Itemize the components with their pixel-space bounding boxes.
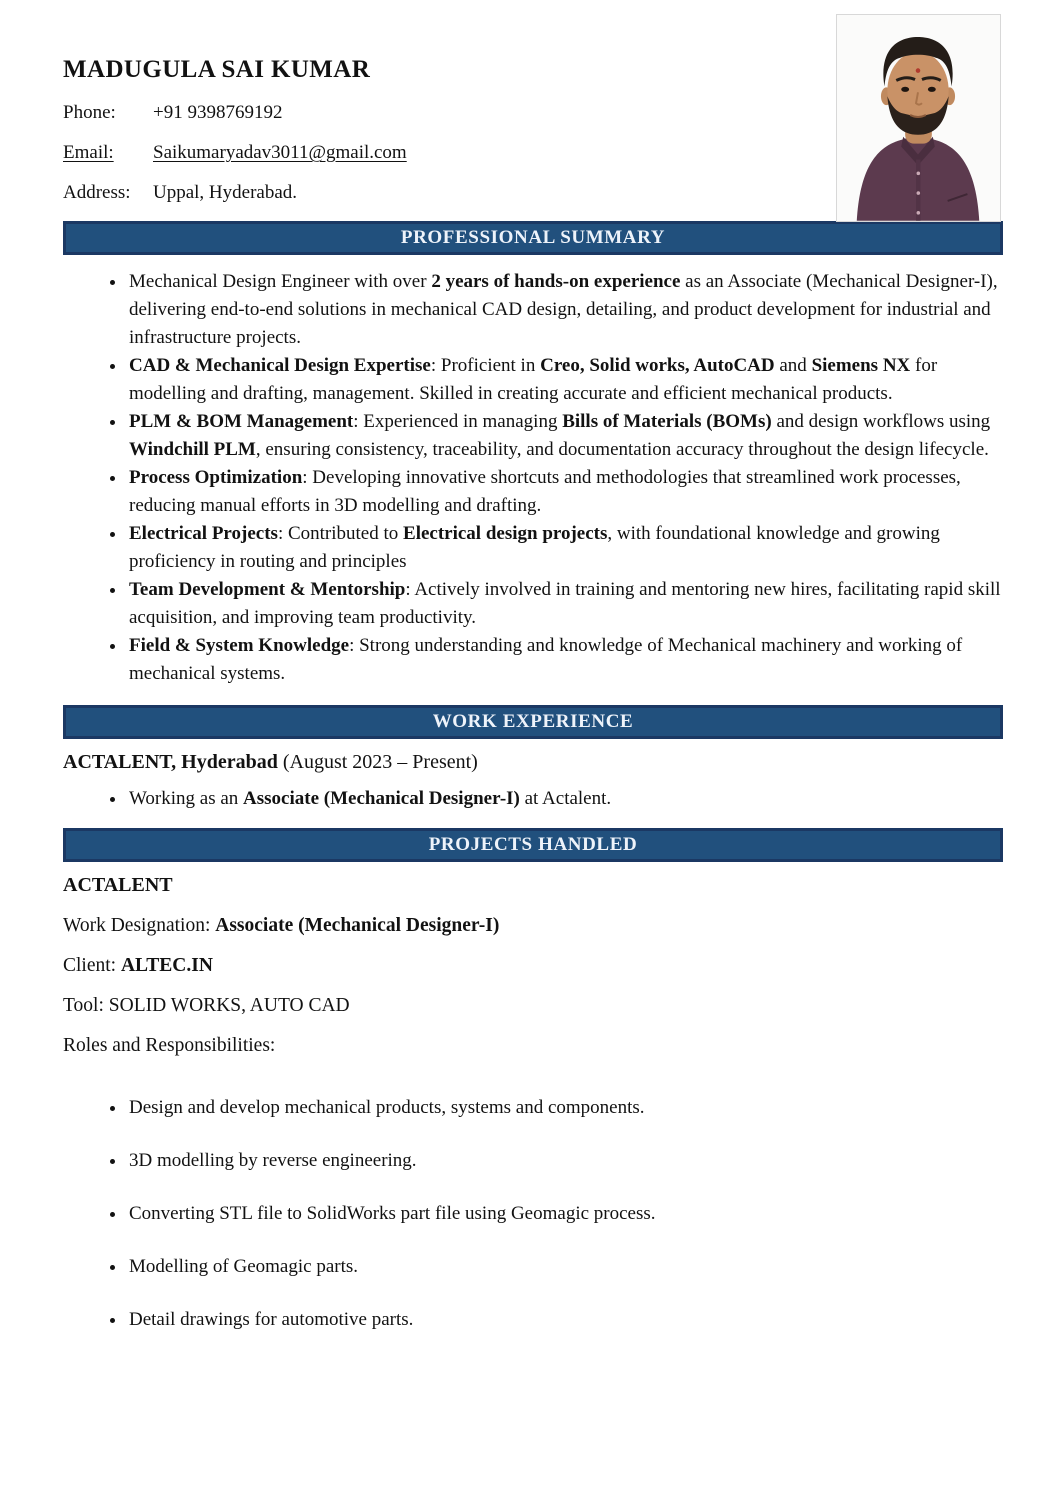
summary-bullet: • Team Development & Mentorship: Actively involved in training and mentoring new hires, facilitating rapid skill acquisition, and improving team productivity. [127,576,1003,632]
section-header-projects-handled [63,828,1003,862]
email-label: Email: [63,142,114,163]
roles-label: Roles and Responsibilities: [63,1035,276,1056]
roles-list [63,1097,1003,1331]
profile-photo [836,14,1001,222]
address-label: Address: [63,182,131,203]
summary-bullet: • PLM & BOM Management: Experienced in managing Bills of Materials (BOMs) and design workflows using Windchill PLM, ensuring consistency, traceability, and documentation accuracy throughout the design lifecycle. [127,408,1003,464]
summary-bullet: • Mechanical Design Engineer with over 2 years of hands-on experience as an Associate (Mechanical Designer-I), delivering end-to-end solutions in mechanical CAD design, detailing, and product development for industrial and infrastructure projects. [127,268,1003,352]
section-title: WORK EXPERIENCE [432,711,634,732]
address-value: Uppal, Hyderabad. [153,182,298,203]
professional-summary-list [63,268,1003,688]
section-title: PROJECTS HANDLED [428,834,638,855]
summary-bullet: • CAD & Mechanical Design Expertise: Proficient in Creo, Solid works, AutoCAD and Siemens NX for modelling and drafting, management. Skilled in creating accurate and efficient mechanical products. [127,352,1003,408]
profile-photo-illustration [837,15,1000,221]
project-client: Client: ALTEC.IN [63,955,213,976]
role-bullet: • Design and develop mechanical products, systems and components. [127,1097,1003,1119]
summary-bullet: • Electrical Projects: Contributed to Electrical design projects, with foundational knowledge and growing proficiency in routing and principles [127,520,1003,576]
role-bullet: • Converting STL file to SolidWorks part file using Geomagic process. [127,1203,1003,1225]
project-tool: Tool: SOLID WORKS, AUTO CAD [63,995,350,1016]
section-title: PROFESSIONAL SUMMARY [400,227,666,248]
section-header-work-experience [63,705,1003,739]
experience-bullet: • Working as an Associate (Mechanical Designer-I) at Actalent. [127,787,1003,811]
employer-heading: ACTALENT, Hyderabad (August 2023 – Present) [63,751,478,773]
project-company: ACTALENT [63,874,173,896]
role-bullet: • 3D modelling by reverse engineering. [127,1150,1003,1172]
experience-list [63,787,1003,811]
project-designation: Work Designation: Associate (Mechanical Designer-I) [63,915,500,936]
summary-bullet: • Process Optimization: Developing innovative shortcuts and methodologies that streamlined work processes, reducing manual efforts in 3D modelling and drafting. [127,464,1003,520]
summary-bullet: • Field & System Knowledge: Strong understanding and knowledge of Mechanical machinery and working of mechanical systems. [127,632,1003,688]
phone-value: +91 9398769192 [153,102,283,123]
role-bullet: • Modelling of Geomagic parts. [127,1256,1003,1278]
section-header-professional-summary [63,221,1003,255]
candidate-name: MADUGULA SAI KUMAR [63,56,371,83]
role-bullet: • Detail drawings for automotive parts. [127,1309,1003,1331]
email-link[interactable]: Saikumaryadav3011@gmail.com [153,142,407,163]
phone-label: Phone: [63,102,116,123]
